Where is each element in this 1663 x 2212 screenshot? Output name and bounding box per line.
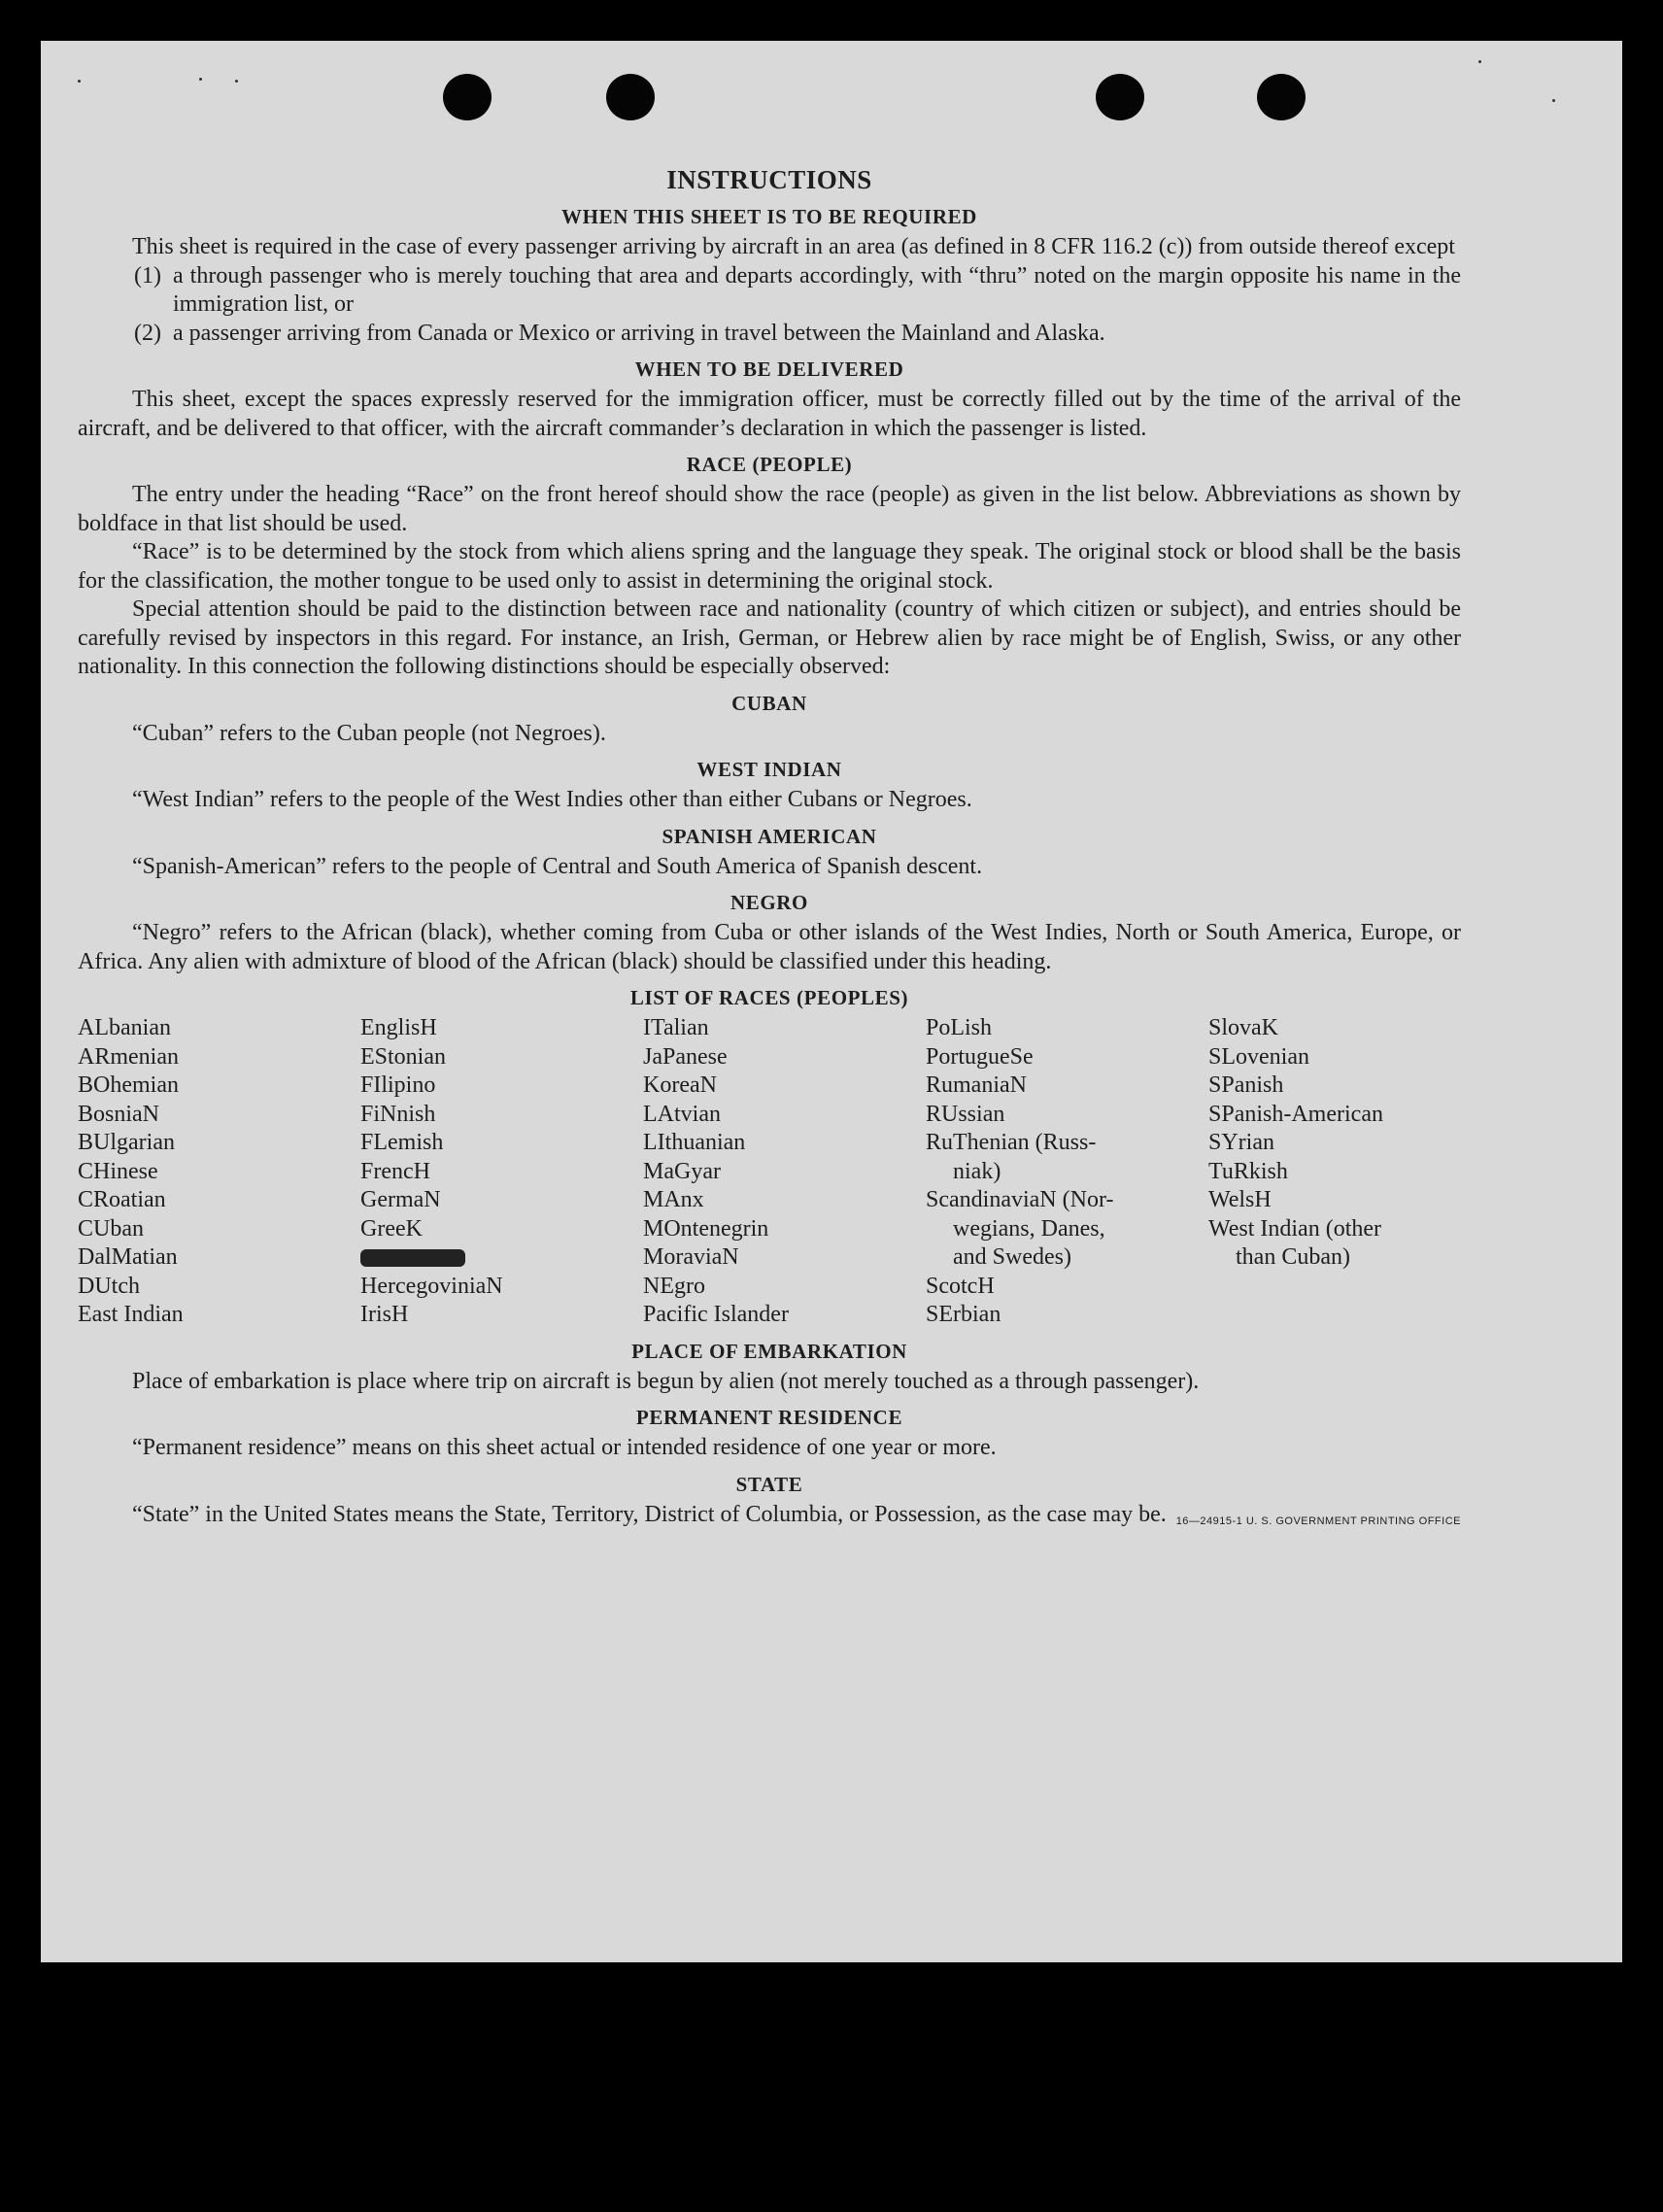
race-item: EStonian (360, 1043, 446, 1070)
residence-definition: “Permanent residence” means on this sheet actual or intended residence of one year or more. (132, 1435, 997, 1460)
race-item: SYrian (1208, 1130, 1274, 1155)
race-item: FiNnish (360, 1101, 436, 1127)
races-column (926, 1014, 1208, 1330)
races-column (1208, 1014, 1461, 1330)
race-item: FrencH (360, 1158, 430, 1184)
race-item: WelsH (1208, 1187, 1272, 1212)
race-item: and Swedes) (953, 1244, 1071, 1270)
exception-text: a passenger arriving from Canada or Mexico or arriving in travel between the Mainland and Alaska. (173, 320, 1105, 346)
race-item: West Indian (other (1208, 1215, 1382, 1242)
race-item: LAtvian (643, 1101, 721, 1127)
west-indian-definition: “West Indian” refers to the people of the West Indies other than either Cubans or Negroes. (132, 787, 972, 812)
heading-spanish-american: SPANISH AMERICAN (662, 824, 877, 848)
race-item: SlovaK (1208, 1015, 1278, 1040)
races-column (360, 1014, 643, 1330)
negro-definition: “Negro” refers to the African (black), whether coming from Cuba or other islands of the West Indies, North or South America, Europe, or Africa. Any alien with admixture of blood of the African (black) should be classified under this heading. (78, 920, 1461, 974)
speck (235, 80, 238, 83)
embarkation-definition: Place of embarkation is place where trip on aircraft is begun by alien (not merely touched as a through passenger). (132, 1368, 1200, 1394)
heading-list-of-races: LIST OF RACES (PEOPLES) (629, 986, 909, 1009)
race-paragraph-1: The entry under the heading “Race” on the front hereof should show the race (people) as given in the list below. Abbreviations as shown by boldface in that list should be used. (78, 482, 1461, 536)
exception-number: (1) (134, 262, 161, 289)
race-item: SPanish (1208, 1072, 1284, 1098)
race-item: East Indian (78, 1302, 184, 1327)
race-item: RumaniaN (926, 1072, 1027, 1098)
race-item: GermaN (360, 1187, 441, 1212)
race-item: BUlgarian (78, 1130, 175, 1155)
heading-embarkation: PLACE OF EMBARKATION (631, 1339, 907, 1363)
heading-required: WHEN THIS SHEET IS TO BE REQUIRED (561, 205, 977, 228)
exception-number: (2) (134, 320, 161, 346)
heading-state: STATE (735, 1472, 803, 1496)
race-item: FIlipino (360, 1072, 436, 1098)
race-item: HercegoviniaN (360, 1273, 503, 1299)
cuban-definition: “Cuban” refers to the Cuban people (not Negroes). (132, 720, 606, 746)
race-item: than Cuban) (1236, 1244, 1350, 1270)
required-intro: This sheet is required in the case of every passenger arriving by aircraft in an area (as defined in 8 CFR 116.2 (c)) from outside thereof except (132, 234, 1455, 259)
race-item: DalMatian (78, 1244, 178, 1270)
redacted-entry (360, 1243, 643, 1273)
printing-office-imprint: 16—24915-1 U. S. GOVERNMENT PRINTING OFFICE (1175, 1515, 1461, 1527)
race-item: niak) (953, 1158, 1001, 1184)
race-item: CUban (78, 1215, 144, 1242)
race-item: SPanish-American (1208, 1101, 1383, 1127)
race-item: TuRkish (1208, 1158, 1288, 1184)
race-item: SErbian (926, 1302, 1001, 1327)
race-item: JaPanese (643, 1043, 728, 1070)
speck (78, 80, 81, 83)
punch-hole (1257, 74, 1306, 120)
race-item: CHinese (78, 1158, 158, 1184)
race-item: MoraviaN (643, 1244, 739, 1270)
races-column (78, 1014, 360, 1330)
heading-delivered: WHEN TO BE DELIVERED (634, 357, 904, 381)
race-item: BosniaN (78, 1101, 159, 1127)
race-item: BOhemian (78, 1072, 179, 1098)
spanish-american-definition: “Spanish-American” refers to the people of Central and South America of Spanish descent. (132, 853, 983, 879)
race-item: KoreaN (643, 1072, 717, 1098)
race-item: ITalian (643, 1015, 709, 1040)
races-column (643, 1014, 926, 1330)
race-item: CRoatian (78, 1187, 166, 1212)
race-item: MOntenegrin (643, 1215, 769, 1242)
heading-residence: PERMANENT RESIDENCE (635, 1406, 903, 1429)
delivered-text: This sheet, except the spaces expressly reserved for the immigration officer, must be correctly filled out by the time of the arrival of the aircraft, and be delivered to that officer, with the aircraft commander’s declaration in which the passenger is listed. (78, 387, 1461, 441)
race-item: wegians, Danes, (953, 1215, 1105, 1242)
race-item: ScandinaviaN (Nor- (926, 1187, 1114, 1212)
heading-race: RACE (PEOPLE) (686, 453, 853, 476)
race-item: ARmenian (78, 1043, 179, 1070)
race-item: LIthuanian (643, 1130, 746, 1155)
exception-text: a through passenger who is merely touching that area and departs accordingly, with “thru” noted on the margin opposite his name in the immigration list, or (173, 262, 1461, 317)
race-item: GreeK (360, 1215, 423, 1242)
race-item: MaGyar (643, 1158, 721, 1184)
state-definition: “State” in the United States means the State, Territory, District of Columbia, or Possession, as the case may be. (132, 1501, 1167, 1527)
race-item: NEgro (643, 1273, 705, 1299)
page-title: INSTRUCTIONS (666, 165, 872, 194)
race-item: MAnx (643, 1187, 704, 1212)
race-item: IrisH (360, 1302, 409, 1327)
race-item: ALbanian (78, 1015, 171, 1040)
instructions-content (78, 165, 1461, 1529)
races-list (78, 1014, 1461, 1330)
race-item: DUtch (78, 1273, 140, 1299)
race-item: Pacific Islander (643, 1302, 789, 1327)
heading-cuban: CUBAN (731, 691, 807, 715)
heading-negro: NEGRO (730, 891, 808, 914)
heading-west-indian: WEST INDIAN (696, 758, 842, 781)
race-item: ScotcH (926, 1273, 995, 1299)
document-sheet (41, 41, 1622, 1962)
race-item: RuThenian (Russ- (926, 1130, 1097, 1155)
exception-item (78, 320, 1461, 349)
punch-hole (606, 74, 655, 120)
race-item: EnglisH (360, 1015, 437, 1040)
race-paragraph-2: “Race” is to be determined by the stock from which aliens spring and the language they speak. The original stock or blood shall be the basis for the classification, the mother tongue to be used only to assist in determining the original stock. (78, 539, 1461, 594)
punch-hole (1096, 74, 1144, 120)
punch-hole (443, 74, 492, 120)
speck (1478, 60, 1481, 63)
exception-item (78, 262, 1461, 320)
race-paragraph-3: Special attention should be paid to the distinction between race and nationality (country of which citizen or subject), and entries should be carefully revised by inspectors in this regard. For instance, an Irish, German, or Hebrew alien by race might be of English, Swiss, or any other nationality. In this connection the following distinctions should be especially observed: (78, 596, 1461, 679)
race-item: RUssian (926, 1101, 1005, 1127)
speck (1552, 99, 1555, 102)
race-item: PortugueSe (926, 1043, 1034, 1070)
state-block (78, 1501, 1461, 1530)
race-item: PoLish (926, 1015, 993, 1040)
race-item: SLovenian (1208, 1043, 1309, 1070)
speck (199, 78, 202, 81)
redaction-mark (360, 1249, 465, 1267)
race-item: FLemish (360, 1130, 444, 1155)
